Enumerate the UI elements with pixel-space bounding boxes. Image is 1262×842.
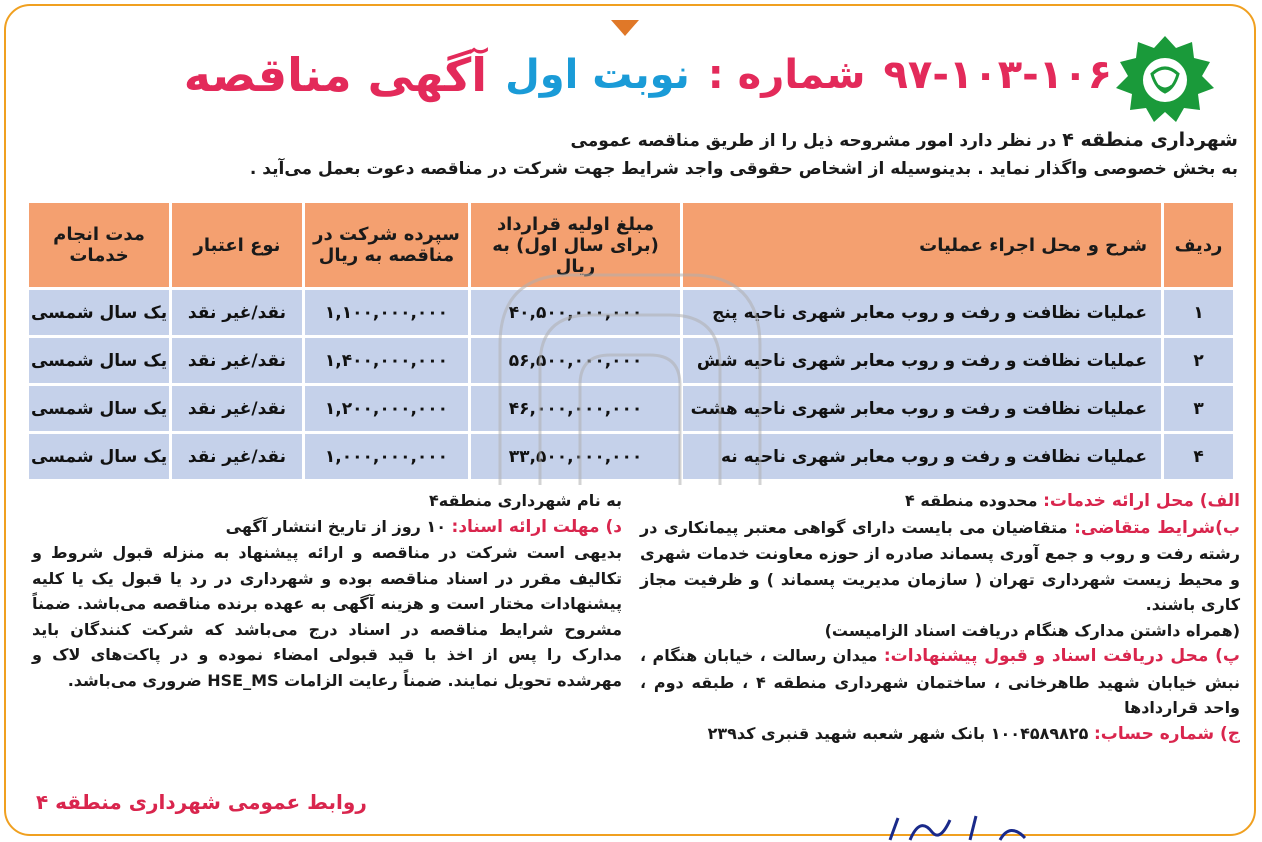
- section-b-note: (همراه داشتن مدارک هنگام دریافت اسناد الزامیست): [824, 620, 1240, 640]
- cell-credit: نقد/غیر نقد: [172, 386, 302, 431]
- cell-deposit: ۱,۱۰۰,۰۰۰,۰۰۰: [305, 290, 468, 335]
- table-row: [29, 386, 1233, 431]
- notice-title: [184, 40, 1112, 110]
- header-credit: نوع اعتبار: [172, 203, 302, 287]
- header-deposit: سپرده شرکت در مناقصه به ریال: [305, 203, 468, 287]
- title-number: ۹۷-۱۰۳-۱۰۶: [883, 52, 1112, 98]
- section-j-label: ج) شماره حساب:: [1094, 723, 1240, 744]
- cell-desc: عملیات نظافت و رفت و روب معابر شهری ناحیه هشت: [683, 386, 1161, 431]
- section-d-label: د) مهلت ارائه اسناد:: [451, 516, 622, 537]
- cell-desc: عملیات نظافت و رفت و روب معابر شهری ناحیه پنج: [683, 290, 1161, 335]
- table-row: [29, 338, 1233, 383]
- tehran-municipality-logo-icon: [1110, 34, 1220, 124]
- cell-deposit: ۱,۲۰۰,۰۰۰,۰۰۰: [305, 386, 468, 431]
- cell-no: ۲: [1164, 338, 1233, 383]
- cell-duration: یک سال شمسی: [29, 434, 169, 479]
- section-a-label: الف) محل ارائه خدمات:: [1043, 491, 1240, 511]
- cell-desc: عملیات نظافت و رفت و روب معابر شهری ناحیه نه: [683, 434, 1161, 479]
- title-round: نوبت اول: [505, 52, 690, 98]
- section-d-text: ۱۰ روز از تاریخ انتشار آگهی: [225, 516, 446, 536]
- cell-credit: نقد/غیر نقد: [172, 338, 302, 383]
- table-header-row: [29, 203, 1233, 287]
- cell-deposit: ۱,۰۰۰,۰۰۰,۰۰۰: [305, 434, 468, 479]
- cell-duration: یک سال شمسی: [29, 338, 169, 383]
- header-amount: مبلغ اولیه قرارداد (برای سال اول) به ریال: [471, 203, 680, 287]
- cell-no: ۳: [1164, 386, 1233, 431]
- cell-amount: ۴۶,۰۰۰,۰۰۰,۰۰۰: [471, 386, 680, 431]
- handwritten-mark: [880, 812, 1040, 842]
- section-d: [32, 514, 622, 541]
- cell-duration: یک سال شمسی: [29, 386, 169, 431]
- conditions-text: بدیهی است شرکت در مناقصه و ارائه پیشنهاد به منزله قبول شروط و تکالیف مقرر در اسناد مناقصه بوده و شهرداری در رد یا قبول یک یا کلیه پیشنهادات مختار است و هزینه آگهی به عهده برنده مناقصه می‌باشد. ضمناً مشروح شرایط مناقصه در اسناد درج می‌باشد که شرکت کنندگان باید مدارک را پس از اخذ با قید قبولی امضاء نموده و در پاکت‌های لاک و مهرشده تحویل نمایند. ضمناً رعایت الزامات HSE_MS ضروری می‌باشد.: [32, 543, 622, 690]
- cell-no: ۴: [1164, 434, 1233, 479]
- cell-no: ۱: [1164, 290, 1233, 335]
- cell-deposit: ۱,۴۰۰,۰۰۰,۰۰۰: [305, 338, 468, 383]
- section-j-text: ۱۰۰۴۵۸۹۸۲۵ بانک شهر شعبه شهید قنبری کد۲۳۹: [707, 723, 1089, 743]
- cell-credit: نقد/غیر نقد: [172, 290, 302, 335]
- table-row: [29, 290, 1233, 335]
- cell-credit: نقد/غیر نقد: [172, 434, 302, 479]
- intro-text: [28, 126, 1238, 183]
- intro-org: شهرداری منطقه ۴: [1062, 129, 1238, 151]
- section-b: [640, 515, 1240, 618]
- tender-table: [26, 200, 1236, 482]
- title-number-label: شماره :: [707, 52, 866, 98]
- right-column: [640, 488, 1240, 747]
- header-row-no: ردیف: [1164, 203, 1233, 287]
- section-p: [640, 643, 1240, 721]
- footer-public-relations: روابط عمومی شهرداری منطقه ۴: [36, 790, 367, 814]
- intro-line1: در نظر دارد امور مشروحه ذیل را از طریق مناقصه عمومی: [570, 131, 1057, 151]
- cell-amount: ۳۳,۵۰۰,۰۰۰,۰۰۰: [471, 434, 680, 479]
- header-desc: شرح و محل اجراء عملیات: [683, 203, 1161, 287]
- header-duration: مدت انجام خدمات: [29, 203, 169, 287]
- section-b-label: ب)شرایط متقاضی:: [1074, 517, 1240, 538]
- table-row: [29, 434, 1233, 479]
- section-b-text: متقاضیان می بایست دارای گواهی معتبر پیمانکاری در رشته رفت و روب و جمع آوری پسماند صادره از حوزه معاونت خدمات شهری و محیط زیست شهرداری تهران ( سازمان مدیریت پسماند ) و ظرفیت مجاز کاری باشند.: [640, 517, 1240, 614]
- title-main: آگهی مناقصه: [183, 48, 488, 102]
- cell-duration: یک سال شمسی: [29, 290, 169, 335]
- section-a: [640, 488, 1240, 515]
- cell-desc: عملیات نظافت و رفت و روب معابر شهری ناحیه شش: [683, 338, 1161, 383]
- section-p-label: پ) محل دریافت اسناد و قبول پیشنهادات:: [883, 646, 1240, 666]
- section-p-text: میدان رسالت ، خیابان هنگام ، نبش خیابان شهید طاهرخانی ، ساختمان شهرداری منطقه ۴ ، طبقه دوم ، واحد قراردادها: [640, 646, 1241, 717]
- cell-amount: ۴۰,۵۰۰,۰۰۰,۰۰۰: [471, 290, 680, 335]
- left-column: [32, 488, 622, 693]
- section-j: [640, 721, 1240, 748]
- cell-amount: ۵۶,۵۰۰,۰۰۰,۰۰۰: [471, 338, 680, 383]
- intro-line2: به بخش خصوصی واگذار نماید . بدینوسیله از اشخاص حقوقی واجد شرایط جهت شرکت در مناقصه دعوت بعمل می‌آید .: [249, 159, 1238, 179]
- account-name-line: به نام شهرداری منطقه۴: [429, 491, 622, 510]
- section-a-text: محدوده منطقه ۴: [905, 491, 1038, 510]
- frame-notch: [611, 20, 639, 36]
